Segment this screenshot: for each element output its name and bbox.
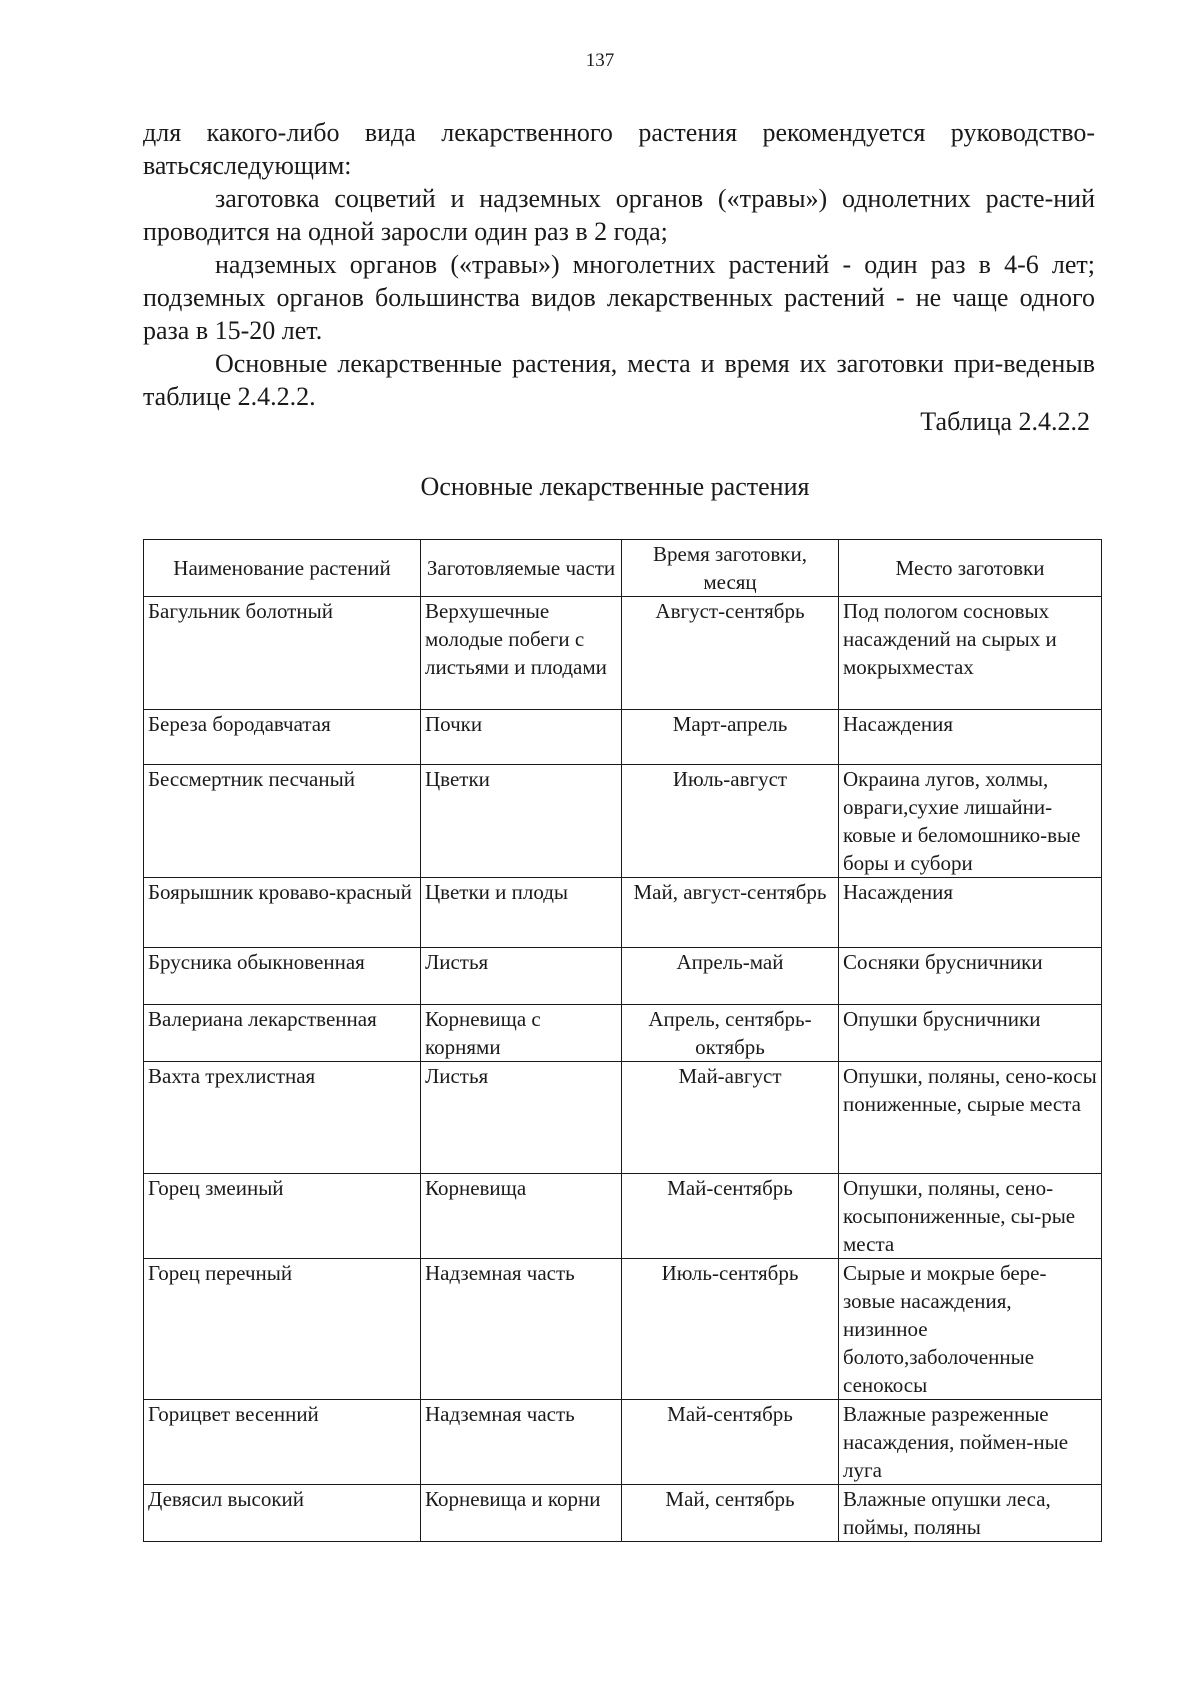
harvest-place: Влажные опушки леса, поймы, поляны — [839, 1485, 1102, 1542]
paragraph: заготовка соцветий и надземных органов («травы») однолетних расте-ний проводится на одной заросли один раз в 2 года; — [143, 184, 1095, 246]
table-header-row — [144, 540, 1102, 597]
harvest-time: Май, август-сентябрь — [622, 878, 839, 948]
plant-name: Девясил высокий — [144, 1485, 421, 1542]
plant-name: Брусника обыкновенная — [144, 948, 421, 1005]
plant-name: Горицвет весенний — [144, 1400, 421, 1485]
harvested-parts: Листья — [421, 948, 622, 1005]
harvested-parts: Верхушечные молодые побеги с листьями и плодами — [421, 597, 622, 710]
harvest-time: Май-сентябрь — [622, 1400, 839, 1485]
harvest-place: Насаждения — [839, 710, 1102, 765]
harvested-parts: Надземная часть — [421, 1259, 622, 1400]
column-header-name: Наименование растений — [144, 540, 421, 597]
column-header-place: Место заготовки — [839, 540, 1102, 597]
harvest-place: Влажные разреженные насаждения, поймен-ные луга — [839, 1400, 1102, 1485]
harvest-place: Сосняки брусничники — [839, 948, 1102, 1005]
plant-name: Валериана лекарственная — [144, 1005, 421, 1062]
body-text — [143, 116, 1095, 413]
harvest-time: Апрель, сентябрь-октябрь — [622, 1005, 839, 1062]
table-row — [144, 1259, 1102, 1400]
harvest-place: Под пологом сосновых насаждений на сырых и мокрыхместах — [839, 597, 1102, 710]
harvested-parts: Цветки — [421, 765, 622, 878]
table-row — [144, 1485, 1102, 1542]
plant-name: Боярышник кроваво-красный — [144, 878, 421, 948]
harvest-time: Июль-август — [622, 765, 839, 878]
plant-name: Бессмертник песчаный — [144, 765, 421, 878]
table-row — [144, 1174, 1102, 1259]
harvest-place: Насаждения — [839, 878, 1102, 948]
table-header — [144, 540, 1102, 597]
column-header-time: Время заготовки, месяц — [622, 540, 839, 597]
harvest-time: Апрель-май — [622, 948, 839, 1005]
harvest-time: Июль-сентябрь — [622, 1259, 839, 1400]
table-row — [144, 765, 1102, 878]
harvested-parts: Корневища с корнями — [421, 1005, 622, 1062]
table-row — [144, 597, 1102, 710]
table-number: Таблица 2.4.2.2 — [920, 407, 1090, 436]
plant-name: Горец перечный — [144, 1259, 421, 1400]
table-row — [144, 948, 1102, 1005]
paragraph: Основные лекарственные растения, места и время их заготовки при-веденыв таблице 2.4.2.2. — [143, 349, 1095, 411]
harvested-parts: Цветки и плоды — [421, 878, 622, 948]
harvested-parts: Корневища — [421, 1174, 622, 1259]
harvest-place: Опушки, поляны, сено-косыпониженные, сы-рые места — [839, 1174, 1102, 1259]
harvest-place: Окраина лугов, холмы, овраги,сухие лишайни-ковые и беломошнико-вые боры и субори — [839, 765, 1102, 878]
harvested-parts: Надземная часть — [421, 1400, 622, 1485]
harvest-time: Август-сентябрь — [622, 597, 839, 710]
harvested-parts: Корневища и корни — [421, 1485, 622, 1542]
page-number: 137 — [585, 50, 615, 71]
table-row — [144, 1005, 1102, 1062]
plant-name: Горец змеиный — [144, 1174, 421, 1259]
table-row — [144, 878, 1102, 948]
plant-name: Вахта трехлистная — [144, 1062, 421, 1174]
plant-name: Береза бородавчатая — [144, 710, 421, 765]
harvest-place: Сырые и мокрые бере-зовые насаждения, низинное болото,заболоченные сенокосы — [839, 1259, 1102, 1400]
table-title: Основные лекарственные растения — [420, 472, 810, 501]
harvested-parts: Листья — [421, 1062, 622, 1174]
table-row — [144, 1062, 1102, 1174]
plant-name: Багульник болотный — [144, 597, 421, 710]
table-row — [144, 1400, 1102, 1485]
paragraph: для какого-либо вида лекарственного растения рекомендуется руководство-ватьсяследующим: — [143, 118, 1095, 180]
harvested-parts: Почки — [421, 710, 622, 765]
paragraph: надземных органов («травы») многолетних растений - один раз в 4-6 лет; подземных органов большинства видов лекарственных растений - не чаще одного раза в 15-20 лет. — [143, 250, 1095, 345]
harvest-time: Март-апрель — [622, 710, 839, 765]
harvest-time: Май-сентябрь — [622, 1174, 839, 1259]
table-row — [144, 710, 1102, 765]
column-header-parts: Заготовляемые части — [421, 540, 622, 597]
harvest-time: Май-август — [622, 1062, 839, 1174]
harvest-place: Опушки брусничники — [839, 1005, 1102, 1062]
harvest-place: Опушки, поляны, сено-косы пониженные, сырые места — [839, 1062, 1102, 1174]
plants-table — [143, 539, 1102, 1542]
table-body — [144, 597, 1102, 1542]
harvest-time: Май, сентябрь — [622, 1485, 839, 1542]
